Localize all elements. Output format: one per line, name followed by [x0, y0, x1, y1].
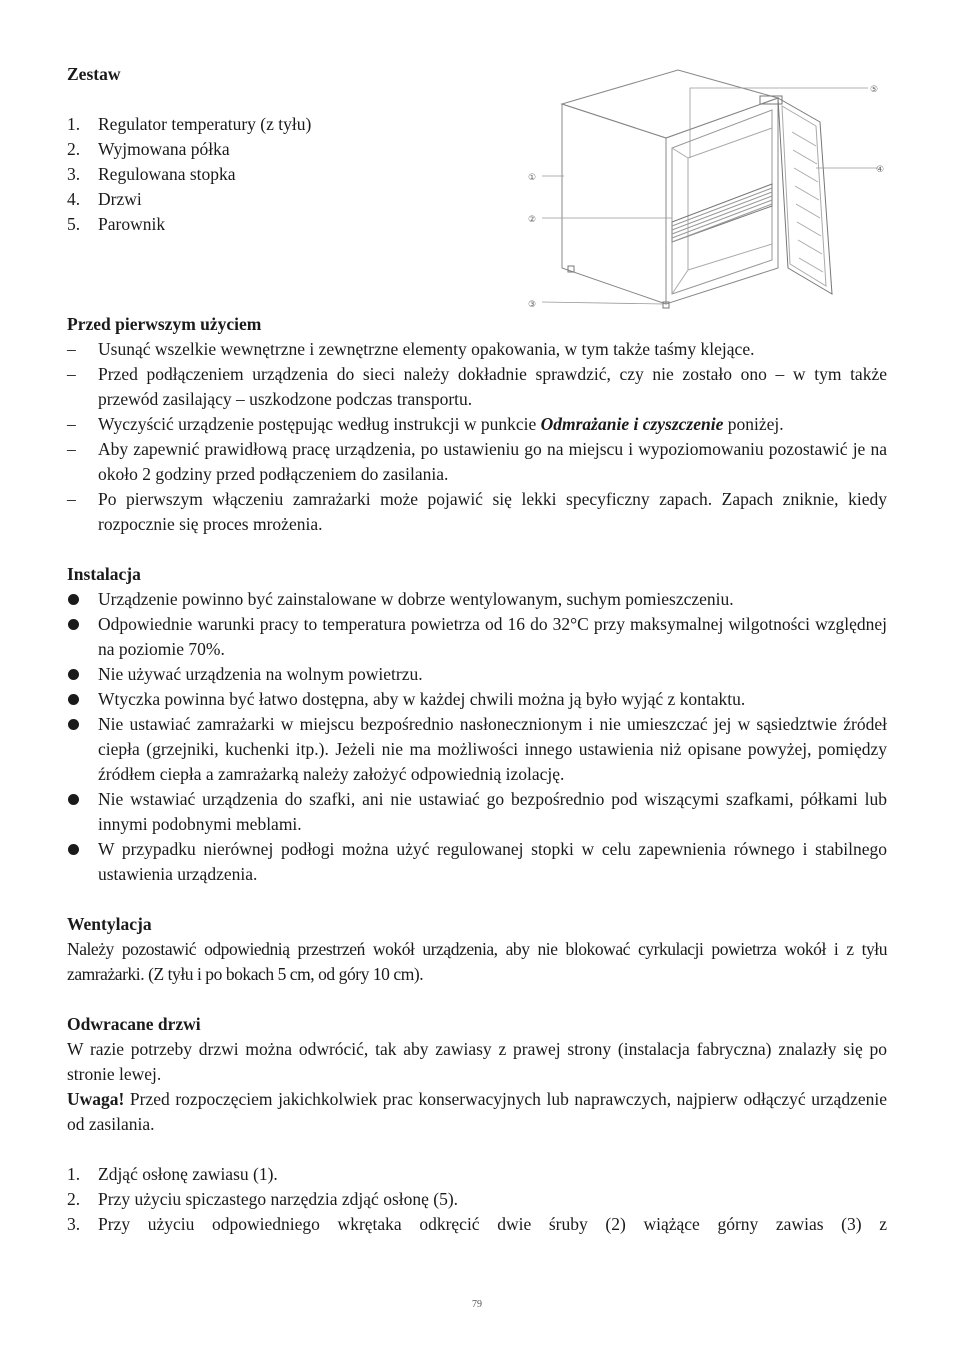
bullet-icon: [67, 712, 98, 787]
list-item: 4. Drzwi: [67, 189, 142, 209]
bullet-icon: [67, 587, 98, 612]
kit-section: [67, 62, 507, 237]
list-item: 2. Wyjmowana półka: [67, 139, 230, 159]
door-steps-list: [67, 1162, 887, 1237]
list-item: Nie ustawiać zamrażarki w miejscu bezpośrednio nasłonecznionym i nie umieszczać jej w sąsiedztwie źródeł ciepła (grzejniki, kuchenki itp.). Jeżeli nie ma możliwości innego ustawienia niż opisane powyżej, pomiędzy źródłem ciepła a zamrażarką należy założyć odpowiednią izolację.: [67, 712, 887, 787]
list-item: 1. Zdjąć osłonę zawiasu (1).: [67, 1164, 278, 1184]
before-first-use-heading: Przed pierwszym użyciem: [67, 314, 262, 334]
callout-5: ⑤: [870, 85, 879, 95]
list-item: 2. Przy użyciu spiczastego narzędzia zdjąć osłonę (5).: [67, 1189, 459, 1209]
list-item: 3. Przy użyciu odpowiedniego wkrętaka odkręcić dwie śruby (2) wiążące górny zawias (3) z: [67, 1214, 887, 1234]
reversible-door-text: W razie potrzeby drzwi można odwrócić, tak aby zawiasy z prawej strony (instalacja fabryczna) znalazły się po stronie lewej.: [67, 1039, 887, 1084]
warning-text: Przed rozpoczęciem jakichkolwiek prac konserwacyjnych lub naprawczych, najpierw odłączyć urządzenie od zasilania.: [67, 1089, 887, 1134]
list-item: W przypadku nierównej podłogi można użyć regulowanej stopki w celu zapewnienia równego i stabilnego ustawienia urządzenia.: [67, 837, 887, 887]
ventilation-heading: Wentylacja: [67, 914, 152, 934]
reversible-door-heading: Odwracane drzwi: [67, 1014, 201, 1034]
document-page: [67, 62, 887, 1237]
callout-4: ④: [876, 165, 885, 175]
bullet-icon: [67, 787, 98, 837]
installation-heading: Instalacja: [67, 564, 141, 584]
list-item: 3. Regulowana stopka: [67, 164, 236, 184]
list-item: Nie używać urządzenia na wolnym powietrzu.: [67, 662, 887, 687]
list-item: – Wyczyścić urządzenie postępując według instrukcji w punkcie Odmrażanie i czyszczenie poniżej.: [67, 414, 784, 434]
bullet-icon: [67, 837, 98, 887]
list-item: 1. Regulator temperatury (z tyłu): [67, 114, 312, 134]
bullet-icon: [67, 662, 98, 687]
installation-list: [67, 587, 887, 887]
list-item: Urządzenie powinno być zainstalowane w dobrze wentylowanym, suchym pomieszczeniu.: [67, 587, 887, 612]
page-number: 79: [472, 1299, 482, 1310]
emphasis-text: Odmrażanie i czyszczenie: [540, 414, 724, 434]
callout-1: ①: [528, 173, 537, 183]
bullet-icon: [67, 687, 98, 712]
bullet-icon: [67, 612, 98, 662]
callout-2: ②: [528, 215, 537, 225]
kit-list: [67, 112, 507, 237]
list-item: – Przed podłączeniem urządzenia do sieci należy dokładnie sprawdzić, czy nie zostało ono – w tym także przewód zasilający – uszkodzone podczas transportu.: [67, 364, 887, 409]
list-item: Nie wstawiać urządzenia do szafki, ani nie ustawiać go bezpośrednio pod wiszącymi szafkami, półkami lub innymi podobnymi meblami.: [67, 787, 887, 837]
warning-paragraph: [67, 1087, 887, 1137]
list-item: – Aby zapewnić prawidłową pracę urządzenia, po ustawieniu go na miejscu i wypoziomowaniu pozostawić je na około 2 godziny przed podłączeniem do zasilania.: [67, 439, 887, 484]
list-item: 5. Parownik: [67, 214, 166, 234]
list-item: – Po pierwszym włączeniu zamrażarki może pojawić się lekki specyficzny zapach. Zapach zniknie, kiedy rozpocznie się proces mrożenia.: [67, 489, 887, 534]
kit-heading: Zestaw: [67, 64, 121, 84]
warning-label: Uwaga!: [67, 1089, 125, 1109]
callout-3: ③: [528, 300, 537, 310]
list-item: – Usunąć wszelkie wewnętrzne i zewnętrzne elementy opakowania, w tym także taśmy klejące.: [67, 339, 755, 359]
list-item: Wtyczka powinna być łatwo dostępna, aby w każdej chwili można ją było wyjąć z kontaktu.: [67, 687, 887, 712]
ventilation-text: Należy pozostawić odpowiednią przestrzeń wokół urządzenia, aby nie blokować cyrkulacji powietrza wokół i z tyłu zamrażarki. (Z tyłu i po bokach 5 cm, od góry 10 cm).: [67, 939, 887, 984]
list-item: Odpowiednie warunki pracy to temperatura powietrza od 16 do 32°C przy maksymalnej wilgotności względnej na poziomie 70%.: [67, 612, 887, 662]
before-first-use-list: [67, 337, 887, 537]
